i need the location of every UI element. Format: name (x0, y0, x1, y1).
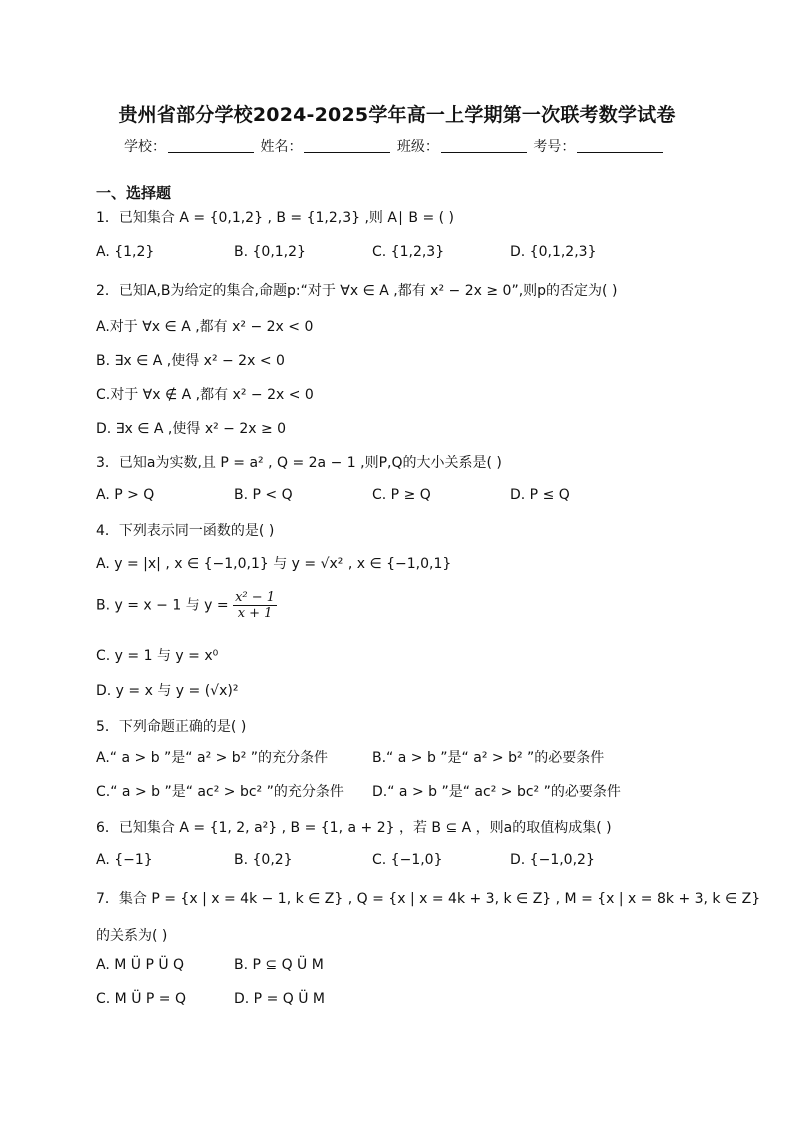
question-1-stem: 1．已知集合 A = {0,1,2} , B = {1,2,3} ,则 A∣ B = ( ) (96, 210, 455, 226)
q1-option-c[interactable]: C. {1,2,3} (372, 244, 445, 260)
q4-option-b-fraction (233, 590, 277, 621)
question-7-stem: 7．集合 P = {x | x = 4k − 1, k ∈ Z} , Q = {x | x = 4k + 3, k ∈ Z} , M = {x | x = 8k + 3, k ∈ Z} (96, 891, 761, 907)
q2-option-b[interactable]: B. ∃x ∈ A ,使得 x² − 2x < 0 (96, 353, 285, 369)
q1-option-b[interactable]: B. {0,1,2} (234, 244, 306, 260)
school-blank[interactable] (168, 152, 254, 153)
q7-option-d[interactable]: D. P = Q Ü M (234, 991, 325, 1007)
q5-option-a[interactable]: A.“ a > b ”是“ a² > b² ”的充分条件 (96, 750, 329, 766)
q3-option-a[interactable]: A. P > Q (96, 487, 155, 503)
q5-option-c[interactable]: C.“ a > b ”是“ ac² > bc² ”的充分条件 (96, 784, 344, 800)
name-blank[interactable] (304, 152, 390, 153)
fraction-numerator: x² − 1 (235, 590, 276, 605)
q4-option-b[interactable] (96, 590, 277, 621)
q6-option-d[interactable]: D. {−1,0,2} (510, 852, 595, 868)
question-2-stem: 2．已知A,B为给定的集合,命题p:“对于 ∀x ∈ A ,都有 x² − 2x ≥ 0”,则p的否定为( ) (96, 283, 618, 299)
question-5-stem: 5．下列命题正确的是( ) (96, 719, 247, 735)
section-heading: 一、选择题 (96, 184, 172, 202)
q7-option-b[interactable]: B. P ⊆ Q Ü M (234, 957, 324, 973)
q2-option-c[interactable]: C.对于 ∀x ∉ A ,都有 x² − 2x < 0 (96, 387, 314, 403)
q4-option-c[interactable]: C. y = 1 与 y = x⁰ (96, 648, 219, 664)
name-label: 姓名： (260, 139, 303, 155)
id-blank[interactable] (577, 152, 663, 153)
question-7-stem-cont: 的关系为( ) (96, 928, 168, 944)
class-label: 班级： (396, 139, 439, 155)
q3-option-b[interactable]: B. P < Q (234, 487, 293, 503)
q4-option-b-text: B. y = x − 1 与 y = (96, 597, 229, 614)
q1-option-d[interactable]: D. {0,1,2,3} (510, 244, 597, 260)
q3-option-c[interactable]: C. P ≥ Q (372, 487, 431, 503)
q2-option-d[interactable]: D. ∃x ∈ A ,使得 x² − 2x ≥ 0 (96, 421, 287, 437)
question-4-stem: 4．下列表示同一函数的是( ) (96, 523, 275, 539)
q7-option-c[interactable]: C. M Ü P = Q (96, 991, 186, 1007)
q7-option-a[interactable]: A. M Ü P Ü Q (96, 957, 185, 973)
question-6-stem: 6．已知集合 A = {1, 2, a²} , B = {1, a + 2} ，若 B ⊆ A ，则a的取值构成集( ) (96, 820, 612, 836)
q1-option-a[interactable]: A. {1,2} (96, 244, 155, 260)
q4-option-d[interactable]: D. y = x 与 y = (√x)² (96, 683, 239, 699)
fraction-denominator: x + 1 (237, 606, 273, 621)
q3-option-d[interactable]: D. P ≤ Q (510, 487, 570, 503)
student-info-row (124, 136, 665, 156)
class-blank[interactable] (441, 152, 527, 153)
school-label: 学校： (124, 139, 166, 155)
q6-option-c[interactable]: C. {−1,0} (372, 852, 443, 868)
q2-option-a[interactable]: A.对于 ∀x ∈ A ,都有 x² − 2x < 0 (96, 319, 314, 335)
q4-option-a[interactable]: A. y = |x| , x ∈ {−1,0,1} 与 y = √x² , x ∈ {−1,0,1} (96, 556, 452, 572)
id-label: 考号： (533, 139, 576, 155)
q6-option-b[interactable]: B. {0,2} (234, 852, 293, 868)
q6-option-a[interactable]: A. {−1} (96, 852, 153, 868)
q5-option-b[interactable]: B.“ a > b ”是“ a² > b² ”的必要条件 (372, 750, 605, 766)
question-3-stem: 3．已知a为实数,且 P = a² , Q = 2a − 1 ,则P,Q的大小关系是( ) (96, 455, 502, 471)
page-title: 贵州省部分学校2024-2025学年高一上学期第一次联考数学试卷 (118, 104, 676, 126)
q5-option-d[interactable]: D.“ a > b ”是“ ac² > bc² ”的必要条件 (372, 784, 621, 800)
